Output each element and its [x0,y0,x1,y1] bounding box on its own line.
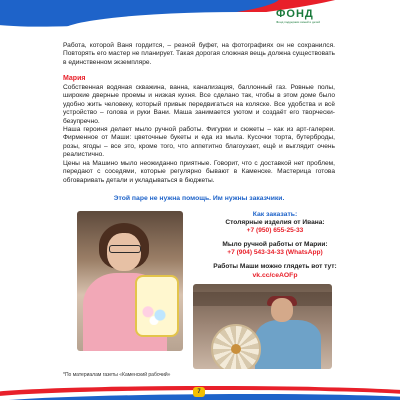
foundation-logo [276,8,346,30]
maria-label: Мыло ручной работы от Марии: [222,241,328,248]
page-number: 7 [193,387,205,397]
source-footnote: *По материалам газеты «Каменский рабочий» [63,372,171,378]
works-label: Работы Маши можно глядеть вот тут: [213,263,337,270]
paragraph-soap: Наша героиня делает мыло ручной работы. Фигурки и сюжеты – как из арт-галереи. Фирменное от Маши: цветочные букеты и еда из мыла. Кусочки торта, бутерброды, розы, ягоды – все это, кроме того, что аппетитно благоухает, ещё и выглядит очень реалистично. [63,126,335,159]
logo-mark [276,8,314,20]
help-callout: Этой паре не нужна помощь. Им нужны заказчики. [113,195,285,202]
photo-ivan-with-clock [193,284,332,369]
ivan-label: Столярные изделия от Ивана: [225,219,325,226]
logo-tagline: Фонд поддержки семей и детей [276,20,321,24]
photo-maria-with-soap [77,211,183,351]
photo1-soap-flowers [139,303,169,325]
photo2-clock-center [231,344,241,354]
order-title: Как заказать: [252,211,298,218]
ivan-phone[interactable]: +7 (950) 655-25-33 [246,227,304,234]
photo1-glasses [109,245,141,253]
header-band [0,0,400,36]
logo-text: ФОНД [276,8,314,20]
paragraph-ivan-buffet: Работа, которой Ваня гордится, – резной буфет, на фотографиях он не сохранился. Повторять его мастер не планирует. Такая дорогая сложная вещь должна существовать в единственном экземпляре. [63,42,335,66]
maria-phone[interactable]: +7 (904) 543-34-33 (WhatsApp) [227,249,323,256]
photo2-shirt [255,320,321,369]
vk-link[interactable]: vk.cc/ceAOFp [252,272,298,279]
paragraph-prices: Цены на Машино мыло неожиданно приятные. Говорит, что с доставкой нет проблем, передают с соседями, которые регулярно бывают в Каменске. Мастерица готова обговаривать детали и укладываться в бюджеты. [63,160,335,184]
paragraph-house: Собственная водяная скважина, ванна, канализация, баллонный газ. Ровные полы, широкие дверные проемы и низкая кухня. Все сделано так, чтобы в этом доме было удобно жить человеку, который привык передвигаться на коляске. Все удобства и всё устройство – голова и руки Вани. Маша занимается уютом и создаёт его творчески-безупречно. [63,84,335,125]
photo2-carved-clock [211,324,261,369]
photo2-head [271,298,293,322]
photo2-shelf [193,292,332,306]
section-heading-maria: Мария [63,75,86,82]
order-info [200,210,350,280]
